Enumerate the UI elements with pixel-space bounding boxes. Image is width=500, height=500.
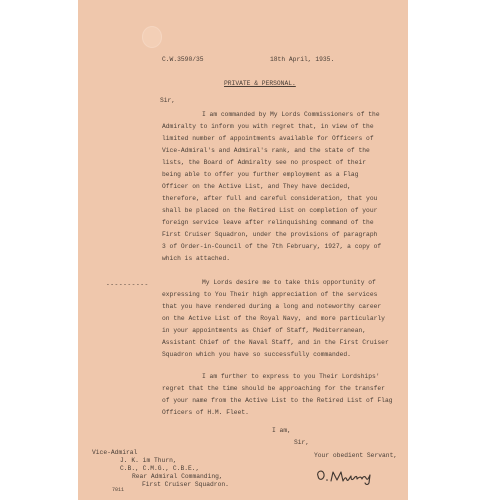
- text-line: First Cruiser Squadron, under the provisions of paragraph: [162, 231, 378, 238]
- text-line: Squadron which you have so successfully commanded.: [162, 351, 351, 358]
- text-line: I am further to express to you Their Lordships': [202, 373, 380, 380]
- reference-number: C.W.3590/35: [162, 56, 204, 63]
- text-line: on the Active List of the Royal Navy, and more particularly: [162, 315, 385, 322]
- text-line: Officers of H.M. Fleet.: [162, 409, 249, 416]
- text-line: lists, the Board of Admiralty see no prospect of their: [162, 159, 367, 166]
- text-line: limited number of appointments available for Officers of: [162, 135, 374, 142]
- text-line: therefore, after full and careful consideration, that you: [162, 195, 378, 202]
- addressee-line: J. K. im Thurn,: [120, 457, 177, 464]
- letter-page: [78, 0, 408, 500]
- text-line: Vice-Admiral's and Admiral's rank, and the state of the: [162, 147, 370, 154]
- text-line: My Lords desire me to take this opportunity of: [202, 279, 376, 286]
- closing-servant: Your obedient Servant,: [314, 452, 398, 459]
- text-line: which is attached.: [162, 255, 231, 262]
- embossed-seal-icon: [142, 26, 162, 48]
- page-mark: 7011: [112, 487, 125, 493]
- text-line: 3 of Order-in-Council of the 7th February, 1927, a copy of: [162, 243, 382, 250]
- addressee-line: C.B., C.M.G., C.B.E.,: [120, 465, 200, 472]
- text-line: foreign service leave after relinquishing command of the: [162, 219, 374, 226]
- text-line: shall be placed on the Retired List on completion of your: [162, 207, 378, 214]
- closing-sir: Sir,: [294, 439, 310, 446]
- letter-date: 18th April, 1935.: [270, 56, 335, 63]
- text-line: in your appointments as Chief of Staff, Mediterranean,: [162, 327, 367, 334]
- salutation: Sir,: [160, 97, 176, 104]
- text-line: Assistant Chief of the Naval Staff, and in the First Cruiser: [162, 339, 389, 346]
- text-line: that you have rendered during a long and noteworthy career: [162, 303, 382, 310]
- text-line: regret that the time should be approaching for the transfer: [162, 385, 385, 392]
- addressee-line: First Cruiser Squadron.: [142, 481, 229, 488]
- handwritten-signature: [314, 467, 378, 485]
- letter-heading: PRIVATE & PERSONAL.: [224, 80, 296, 87]
- text-line: Officer on the Active List, and They have decided,: [162, 183, 351, 190]
- addressee-line: Vice-Admiral: [92, 449, 138, 456]
- text-line: of your name from the Active List to the Retired List of Flag: [162, 397, 393, 404]
- text-line: I am commanded by My Lords Commissioners of the: [202, 111, 380, 118]
- text-line: being able to offer you further employment as a Flag: [162, 171, 359, 178]
- text-line: expressing to You Their high appreciation of the services: [162, 291, 378, 298]
- addressee-line: Rear Admiral Commanding,: [132, 473, 223, 480]
- closing-i-am: I am,: [272, 427, 291, 434]
- separator-dashes: ----------: [106, 281, 149, 288]
- text-line: Admiralty to inform you with regret that, in view of the: [162, 123, 374, 130]
